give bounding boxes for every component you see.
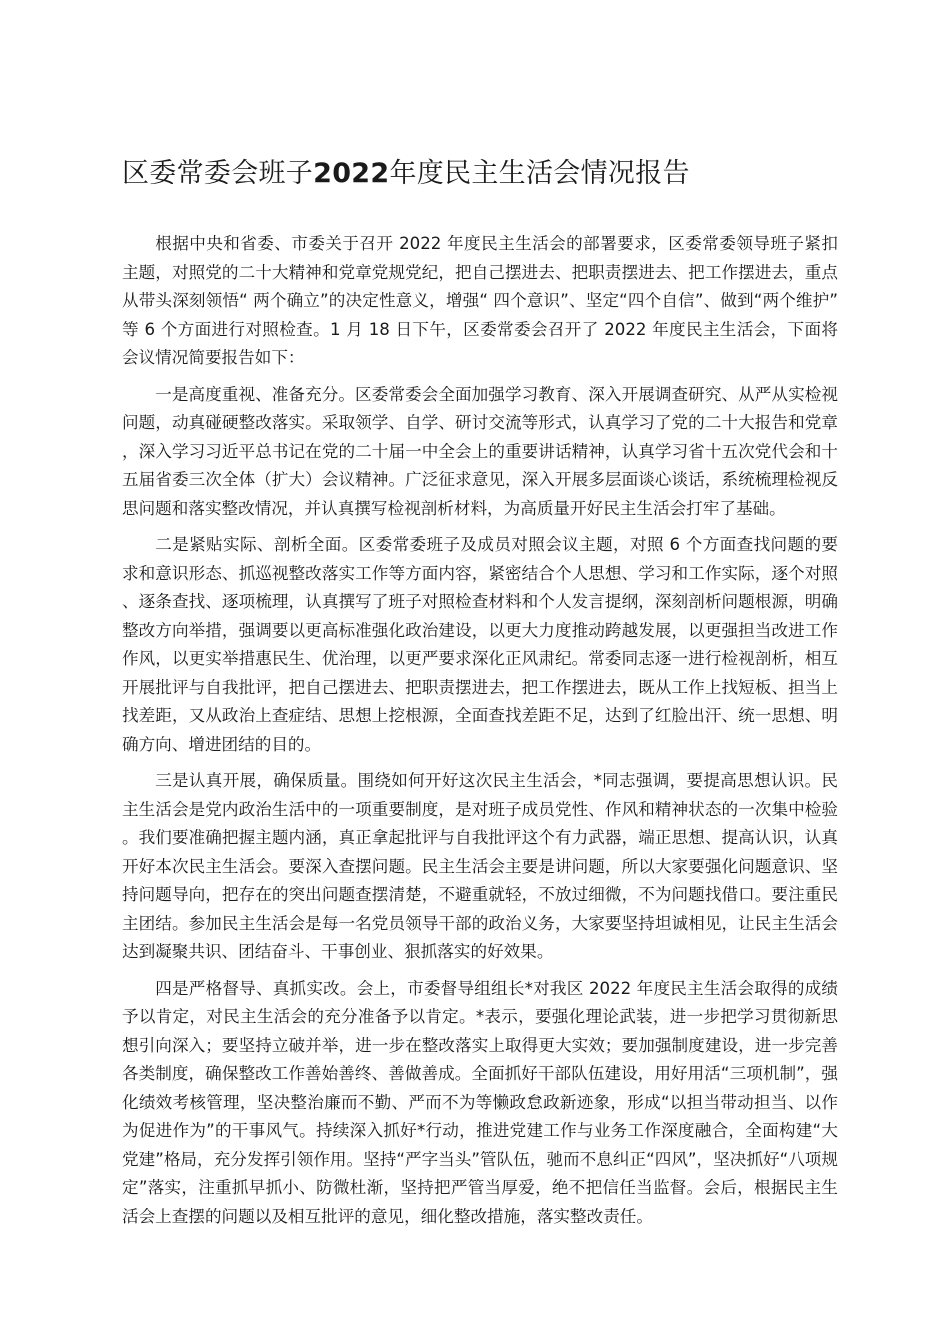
document-body — [122, 230, 838, 1239]
paragraph-quality: 三是认真开展，确保质量。围绕如何开好这次民主生活会，*同志强调，要提高思想认识。民主生活会是党内政治生活中的一项重要制度，是对班子成员党性、作风和精神状态的一次集中检验。我们要准确把握主题内涵，真正拿起批评与自我批评这个有力武器，端正思想、提高认识，认真开好本次民主生活会。要深入查摆问题。民主生活会主要是讲问题，所以大家要强化问题意识、坚持问题导向，把存在的突出问题查摆清楚，不避重就轻，不放过细微，不为问题找借口。要注重民主团结。参加民主生活会是每一名党员领导干部的政治义务，大家要坚持坦诚相见，让民主生活会达到凝聚共识、团结奋斗、干事创业、狠抓落实的好效果。 — [122, 771, 838, 961]
document-title — [122, 150, 842, 198]
paragraph-supervision: 四是严格督导、真抓实改。会上，市委督导组组长*对我区 2022 年度民主生活会取得的成绩予以肯定，对民主生活会的充分准备予以肯定。*表示，要强化理论武装，进一步把学习贯彻新思想引向深入；要坚持立破并举，进一步在整改落实上取得更大实效；要加强制度建设，进一步完善各类制度，确保整改工作善始善终、善做善成。全面抓好干部队伍建设，用好用活“三项机制”，强化绩效考核管理，坚决整治廉而不勤、严而不为等懒政怠政新迹象，形成“以担当带动担当、以作为促进作为”的干事风气。持续深入抓好*行动，推进党建工作与业务工作深度融合，全面构建“大党建”格局，充分发挥引领作用。坚持“严字当头”管队伍，驰而不息纠正“四风”，坚决抓好“八项规定”落实，注重抓早抓小、防微杜渐，坚持把严管当厚爱，绝不把信任当监督。会后，根据民主生活会上查摆的问题以及相互批评的意见，细化整改措施，落实整改责任。 — [122, 978, 838, 1226]
paragraph-analysis: 二是紧贴实际、剖析全面。区委常委班子及成员对照会议主题，对照 6 个方面查找问题的要求和意识形态、抓巡视整改落实工作等方面内容，紧密结合个人思想、学习和工作实际，逐个对照、逐条查找、逐项梳理，认真撰写了班子对照检查材料和个人发言提纲，深刻剖析问题根源，明确整改方向举措，强调要以更高标准强化政治建设，以更大力度推动跨越发展，以更强担当改进工作作风，以更实举措惠民生、优治理，以更严要求深化正风肃纪。常委同志逐一进行检视剖析，相互开展批评与自我批评，把自己摆进去、把职责摆进去，把工作摆进去，既从工作上找短板、担当上找差距，又从政治上查症结、思想上挖根源，全面查找差距不足，达到了红脸出汗、统一思想、明确方向、增进团结的目的。 — [122, 535, 838, 754]
title-year: 2022 — [313, 158, 390, 189]
paragraph-intro: 根据中央和省委、市委关于召开 2022 年度民主生活会的部署要求，区委常委领导班子紧扣主题，对照党的二十大精神和党章党规党纪，把自己摆进去、把职责摆进去、把工作摆进去，重点从带头深刻领悟“ 两个确立”的决定性意义，增强“ 四个意识”、坚定“四个自信”、做到“两个维护”等 6 个方面进行对照检查。1 月 18 日下午，区委常委会召开了 2022 年度民主生活会，下面将会议情况简要报告如下： — [122, 234, 838, 367]
title-prefix: 区委常委会班子 — [122, 158, 314, 189]
paragraph-preparation: 一是高度重视、准备充分。区委常委会全面加强学习教育、深入开展调查研究、从严从实检视问题，动真碰硬整改落实。采取领学、自学、研讨交流等形式，认真学习了党的二十大报告和党章，深入学习习近平总书记在党的二十届一中全会上的重要讲话精神，认真学习省十五次党代会和十五届省委三次全体（扩大）会议精神。广泛征求意见，深入开展多层面谈心谈话，系统梳理检视反思问题和落实整改情况，并认真撰写检视剖析材料，为高质量开好民主生活会打牢了基础。 — [122, 384, 838, 518]
title-suffix: 年度民主生活会情况报告 — [389, 158, 690, 189]
